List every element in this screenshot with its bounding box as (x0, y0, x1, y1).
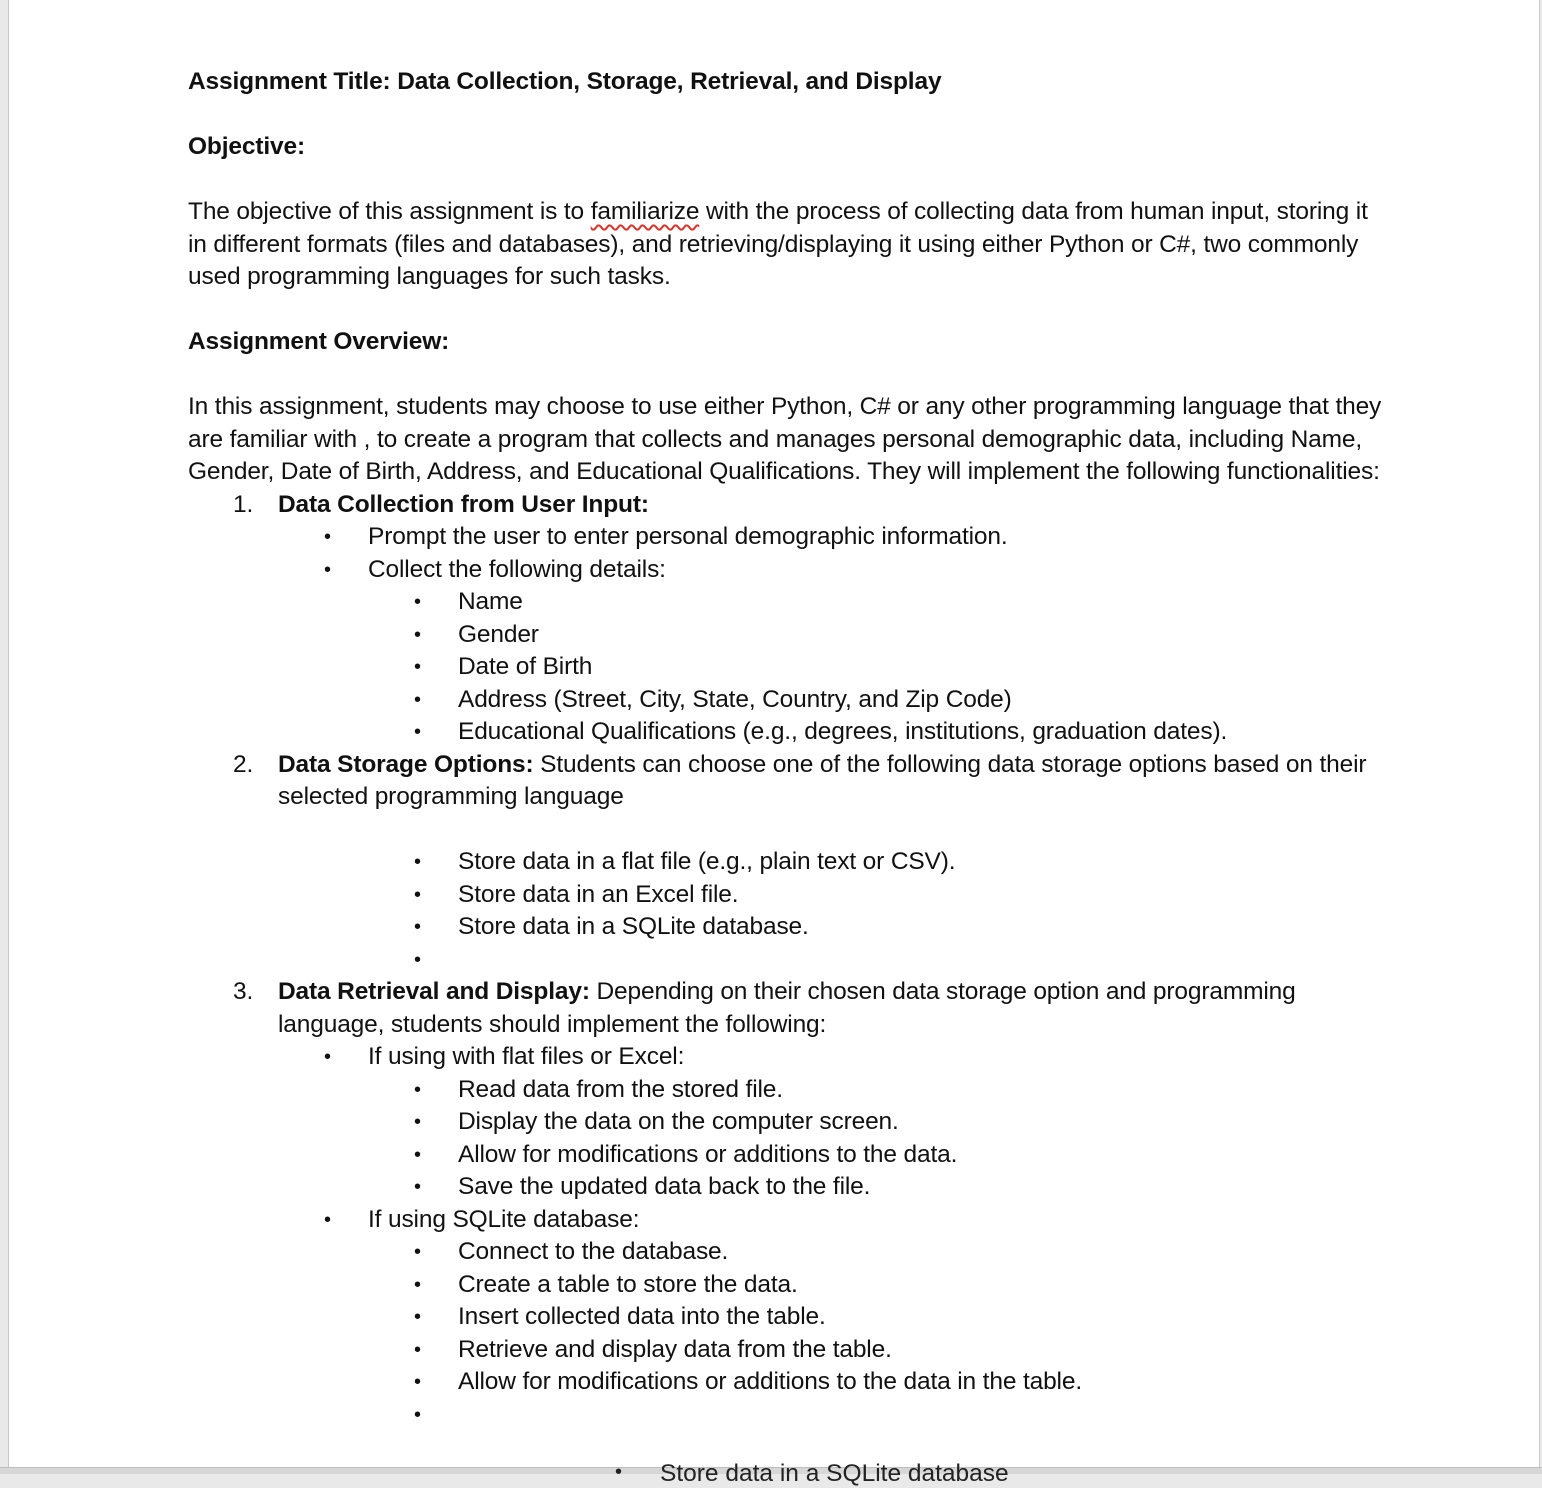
bullet: • (414, 916, 421, 938)
bullet: • (414, 1078, 421, 1101)
bullet: • (414, 851, 421, 873)
item-label: Data Storage Options: (278, 750, 534, 778)
bullet: • (414, 1306, 421, 1328)
list-item: • Store data in a SQLite database. (188, 911, 1388, 944)
list-item: • Save the updated data back to the file. (188, 1171, 1388, 1204)
bullet: • (414, 1338, 421, 1361)
list-item: • Connect to the database. (188, 1236, 1388, 1269)
next-page-text: Store data in a SQLite database (660, 1460, 1009, 1487)
bullet: • (414, 1403, 421, 1426)
bullet: • (414, 688, 421, 711)
list-item: • Date of Birth (188, 651, 1388, 684)
list-item: • Insert collected data into the table. (188, 1301, 1388, 1334)
retrieval-list (188, 1041, 1388, 1431)
storage-options-list (188, 846, 1388, 976)
empty-list-item (188, 944, 1388, 977)
bullet: • (615, 1461, 623, 1483)
bullet: • (414, 1111, 421, 1133)
bullet: • (324, 1046, 331, 1068)
list-item: • If using with flat files or Excel: (188, 1041, 1388, 1074)
bullet: • (414, 1241, 421, 1263)
bullet: • (414, 1371, 421, 1393)
numbered-item-1 (188, 489, 1388, 522)
list-item: • Allow for modifications or additions to the data in the table. (188, 1366, 1388, 1399)
bullet: • (324, 526, 331, 548)
list-item: • Name (188, 586, 1388, 619)
bullet: • (414, 623, 421, 646)
numbered-item-2 (188, 749, 1388, 814)
bullet: • (414, 948, 421, 971)
bullet: • (414, 591, 421, 613)
bullet: • (414, 1143, 421, 1166)
document-body (188, 66, 1388, 1431)
list-item: • Retrieve and display data from the table. (188, 1334, 1388, 1367)
item-number: 3. (233, 978, 254, 1005)
bullet: • (414, 1176, 421, 1198)
list-item: • If using SQLite database: (188, 1204, 1388, 1237)
list-item: • Address (Street, City, State, Country, and Zip Code) (188, 684, 1388, 717)
item-label: Data Retrieval and Display: (278, 978, 590, 1005)
bullet: • (414, 1273, 421, 1296)
list-item: • Allow for modifications or additions to the data. (188, 1139, 1388, 1172)
empty-list-item (188, 1399, 1388, 1432)
item-number: 2. (233, 750, 254, 778)
overview-heading: Assignment Overview: (188, 328, 450, 355)
item-number: 1. (233, 490, 254, 518)
list-item: • Store data in an Excel file. (188, 879, 1388, 912)
collection-list (188, 521, 1388, 749)
item-label: Data Collection from User Input: (278, 490, 649, 518)
list-item: • Store data in a flat file (e.g., plain text or CSV). (188, 846, 1388, 879)
list-item: • Prompt the user to enter personal demographic information. (188, 521, 1388, 554)
item-text: Students can choose one of the following data storage options based on their selected programming language (278, 750, 1367, 810)
list-item: • Gender (188, 619, 1388, 652)
overview-paragraph: In this assignment, students may choose to use either Python, C# or any other programming language that they are familiar with , to create a program that collects and manages personal demographic data, including Name, Gender, Date of Birth, Address, and Educational Qualifications. They will implement the following functionalities: (188, 393, 1382, 485)
bullet: • (414, 721, 421, 743)
objective-paragraph: The objective of this assignment is to familiarize with the process of collecting data from human input, storing it in different formats (files and databases), and retrieving/displaying it using either Python or C#, two commonly used programming languages for such tasks. (188, 198, 1368, 290)
list-item: • Display the data on the computer screen. (188, 1106, 1388, 1139)
bullet: • (324, 1208, 331, 1231)
numbered-item-3 (188, 976, 1388, 1041)
bullet: • (324, 558, 331, 581)
misspelled-word[interactable]: familiarize (590, 198, 700, 225)
item-text: Depending on their chosen data storage option and programming language, students should implement the following: (278, 978, 1296, 1038)
list-item: • Educational Qualifications (e.g., degrees, institutions, graduation dates). (188, 716, 1388, 749)
list-item: • Collect the following details: (188, 554, 1388, 587)
bullet: • (414, 883, 421, 906)
assignment-title: Assignment Title: Data Collection, Storage, Retrieval, and Display (188, 68, 942, 95)
list-item: • Create a table to store the data. (188, 1269, 1388, 1302)
list-item: • Read data from the stored file. (188, 1074, 1388, 1107)
bullet: • (414, 656, 421, 678)
objective-heading: Objective: (188, 133, 305, 160)
document-page (9, 0, 1539, 1474)
